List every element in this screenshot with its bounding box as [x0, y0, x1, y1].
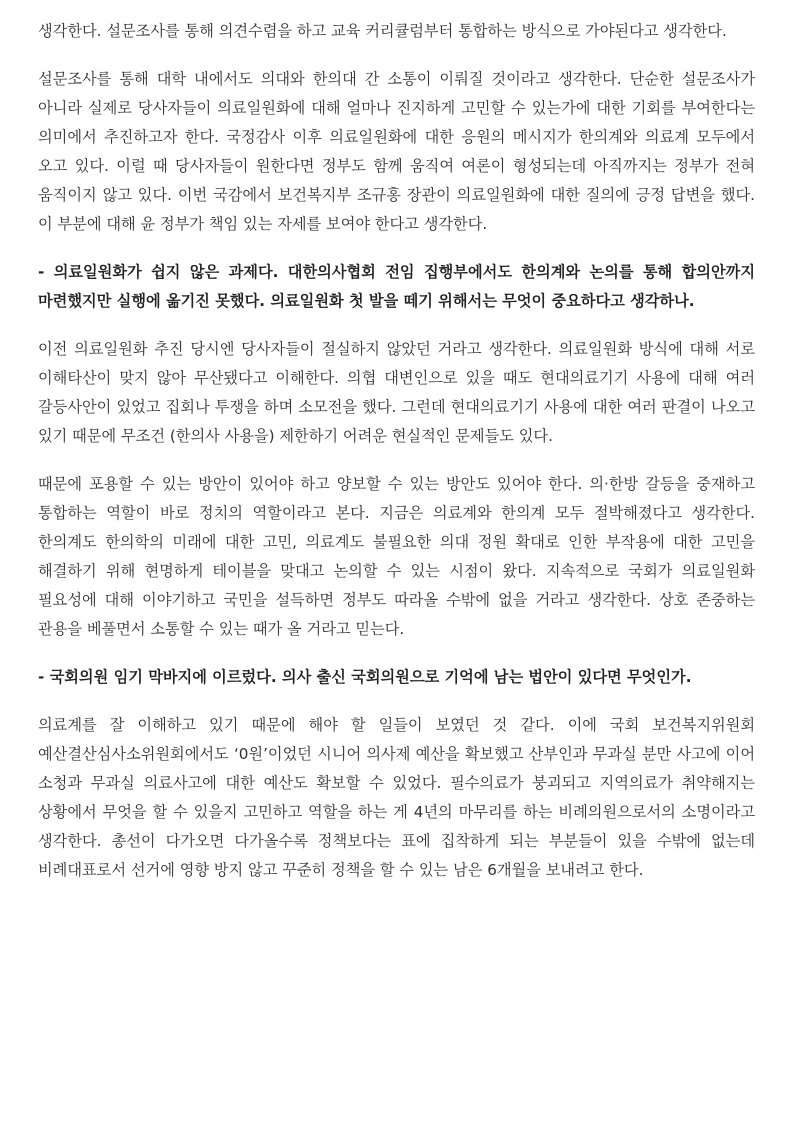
answer-paragraph-3: 이전 의료일원화 추진 당시엔 당사자들이 절실하지 않았던 거라고 생각한다. 의료일원화 방식에 대해 서로 이해타산이 맞지 않아 무산됐다고 이해한다. 의협 대변인으로 있을 때도 현대의료기기 사용에 대해 여러 갈등사안이 있었고 집회나 투쟁을 하며 소모전을 했다. 그런데 현대의료기기 사용에 대한 여러 판결이 나오고 있기 때문에 무조건 (한의사 사용을) 제한하기 어려운 현실적인 문제들도 있다. — [38, 340, 755, 445]
question-paragraph-2: - 국회의원 임기 막바지에 이르렀다. 의사 출신 국회의원으로 기억에 남는 법안이 있다면 무엇인가. — [38, 668, 692, 686]
answer-paragraph-2: 설문조사를 통해 대학 내에서도 의대와 한의대 간 소통이 이뤄질 것이라고 생각한다. 단순한 설문조사가 아니라 실제로 당사자들이 의료일원화에 대해 얼마나 진지하게 고민할 수 있는가에 대한 기회를 부여한다는 의미에서 추진하고자 한다. 국정감사 이후 의료일원화에 대한 응원의 메시지가 한의계와 의료계 모두에서 오고 있다. 이럴 때 당사자들이 원한다면 정부도 함께 움직여 여론이 형성되는데 아직까지는 정부가 전혀 움직이지 않고 있다. 이번 국감에서 보건복지부 조규홍 장관이 의료일원화에 대한 질의에 긍정 답변을 했다. 이 부분에 대해 윤 정부가 책임 있는 자세를 보여야 한다고 생각한다. — [38, 70, 755, 233]
answer-paragraph-4: 때문에 포용할 수 있는 방안이 있어야 하고 양보할 수 있는 방안도 있어야 한다. 의·한방 갈등을 중재하고 통합하는 역할이 바로 정치의 역할이라고 본다. 지금은 의료계와 한의계 모두 절박해졌다고 생각한다. 한의계도 한의학의 미래에 대한 고민, 의료계도 불필요한 의대 정원 확대로 인한 부작용에 대한 고민을 해결하기 위해 현명하게 테이블을 맞대고 논의할 수 있는 시점이 왔다. 지속적으로 국회가 의료일원화 필요성에 대해 이야기하고 국민을 설득하면 정부도 따라올 수밖에 없을 거라고 생각한다. 상호 존중하는 관용을 베풀면서 소통할 수 있는 때가 올 거라고 믿는다. — [38, 475, 755, 638]
question-paragraph-1: - 의료일원화가 쉽지 않은 과제다. 대한의사협회 전임 집행부에서도 한의계와 논의를 통해 합의안까지 마련했지만 실행에 옮기진 못했다. 의료일원화 첫 발을 떼기 위해서는 무엇이 중요하다고 생각하나. — [38, 263, 755, 310]
answer-paragraph-5: 의료계를 잘 이해하고 있기 때문에 해야 할 일들이 보였던 것 같다. 이에 국회 보건복지위원회 예산결산심사소위원회에서도 ‘0원’이었던 시니어 의사제 예산을 확보했고 산부인과 무과실 분만 사고에 이어 소청과 무과실 의료사고에 대한 예산도 확보할 수 있었다. 필수의료가 붕괴되고 지역의료가 취약해지는 상황에서 무엇을 할 수 있을지 고민하고 역할을 하는 게 4년의 마무리를 하는 비례의원으로서의 소명이라고 생각한다. 총선이 다가오면 다가올수록 정책보다는 표에 집착하게 되는 부분들이 있을 수밖에 없는데 비례대표로서 선거에 영향 방지 않고 꾸준히 정책을 할 수 있는 남은 6개월을 보내려고 한다. — [38, 716, 755, 879]
answer-paragraph-1: 생각한다. 설문조사를 통해 의견수렴을 하고 교육 커리큘럼부터 통합하는 방식으로 가야된다고 생각한다. — [38, 22, 727, 40]
